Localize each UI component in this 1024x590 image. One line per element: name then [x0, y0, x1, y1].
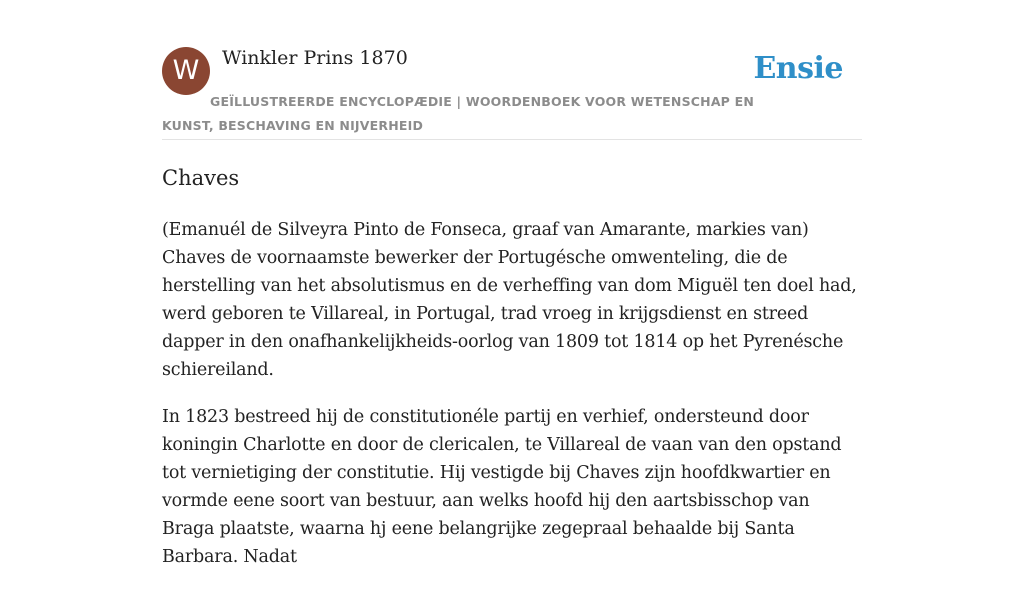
article-body: [162, 216, 862, 571]
source-header: [162, 44, 862, 140]
article-title: Chaves: [162, 166, 240, 190]
source-title[interactable]: Winkler Prins 1870: [222, 47, 408, 69]
source-avatar[interactable]: W: [162, 47, 210, 95]
article: [162, 162, 862, 590]
article-paragraph: (Emanuél de Silveyra Pinto de Fonseca, graaf van Amarante, markies van) Chaves de voornaamste bewerker der Portugésche omwenteling, die de herstelling van het absolutismus en de verheffing van dom Miguël ten doel had, werd geboren te Villareal, in Portugal, trad vroeg in krijgsdienst en streed dapper in den onafhankelijkheids-oorlog van 1809 tot 1814 op het Pyrenésche schiereiland.: [162, 220, 857, 380]
source-subtitle: GEÏLLUSTREERDE ENCYCLOPÆDIE | WOORDENBOEK VOOR WETENSCHAP EN KUNST, BESCHAVING EN NIJVERHEID: [162, 94, 755, 133]
ensie-logo[interactable]: Ensie: [753, 51, 843, 86]
article-paragraph: In 1823 bestreed hij de constitutionéle partij en verhief, ondersteund door koningin Charlotte en door de clericalen, te Villareal de vaan van den opstand tot vernietiging der constitutie. Hij vestigde bij Chaves zijn hoofdkwartier en vormde eene soort van bestuur, aan welks hoofd hij den aartsbisschop van Braga plaatste, waarna hj eene belangrijke zegepraal behaalde bij Santa Barbara. Nadat: [162, 407, 842, 567]
